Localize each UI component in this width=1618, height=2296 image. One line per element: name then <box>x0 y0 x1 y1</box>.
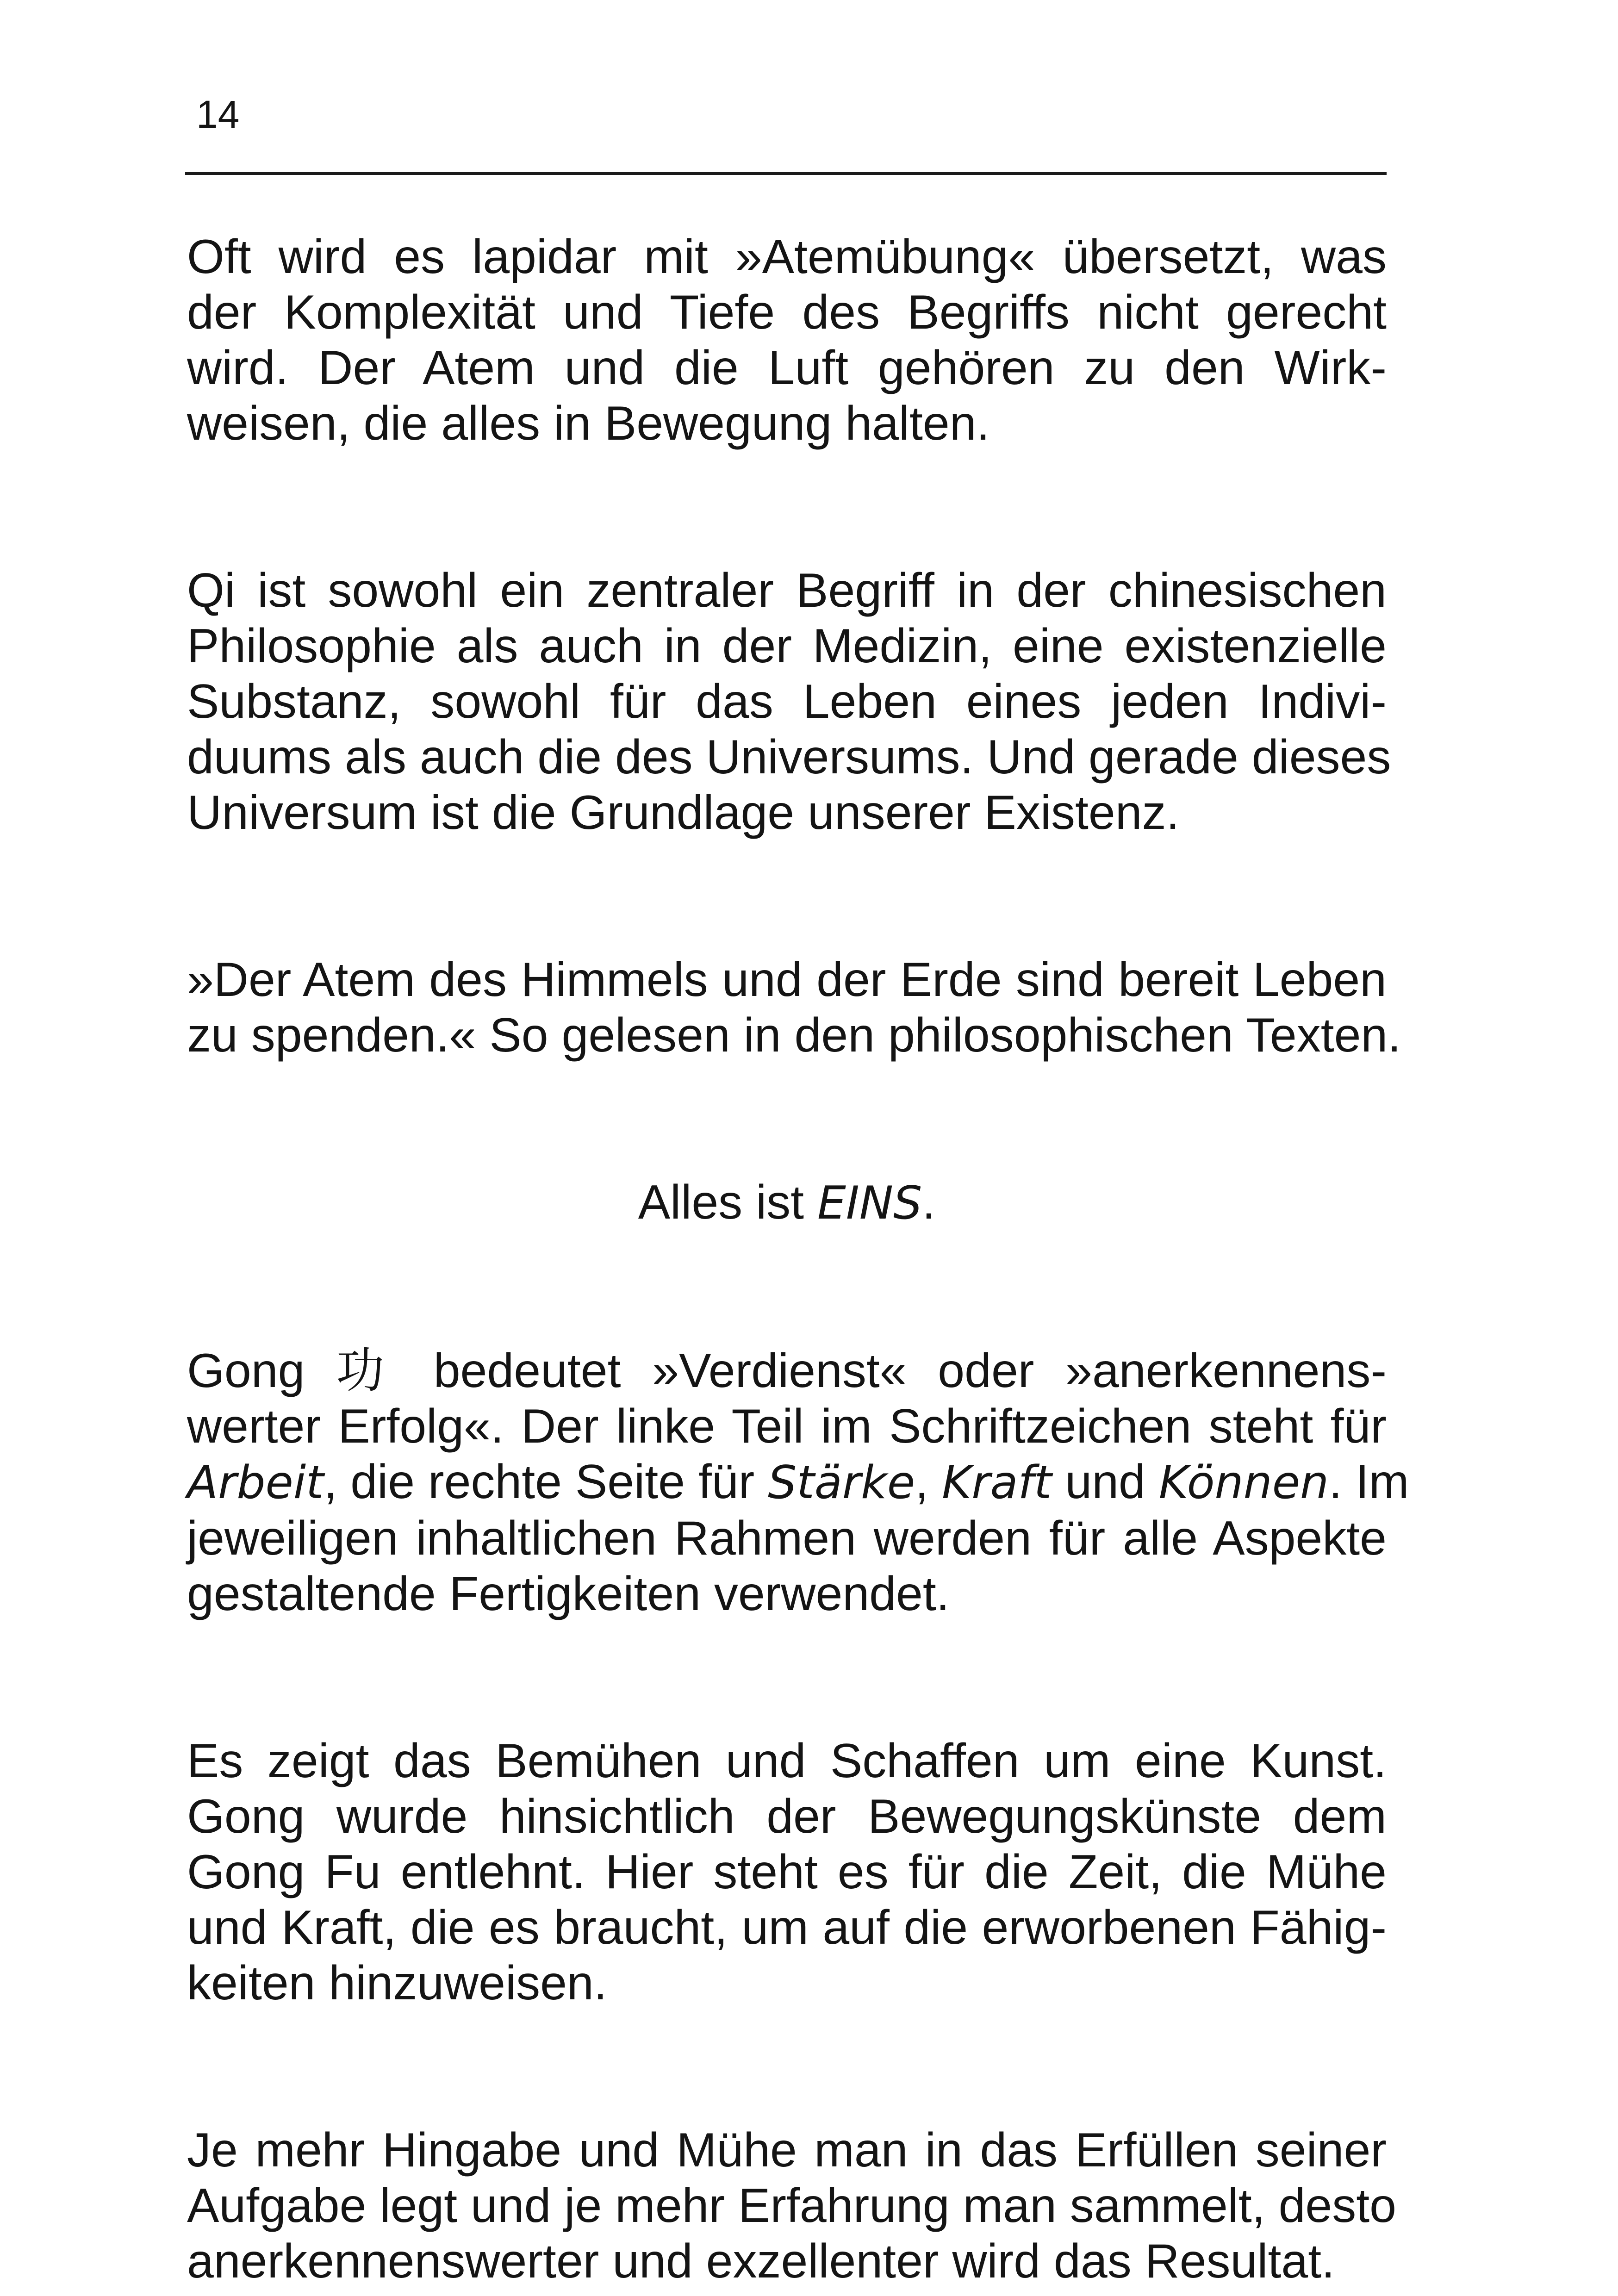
text-line: duums als auch die des Universums. Und gerade dieses <box>187 730 1391 784</box>
emphasis-eins: EINS <box>817 1177 922 1230</box>
text-line: der Komplexität und Tiefe des Begriffs nicht gerecht <box>187 286 1387 339</box>
text-line: Gong wurde hinsichtlich der Bewegungskünste dem <box>187 1790 1387 1843</box>
text-line: jeweiligen inhaltlichen Rahmen werden für alle Aspekte <box>187 1512 1387 1565</box>
text-line: Substanz, sowohl für das Leben eines jeden Indivi- <box>187 675 1387 728</box>
text-line: zu spenden.« So gelesen in den philosophischen Texten. <box>187 1008 1401 1062</box>
centered-statement <box>187 1175 1387 1231</box>
emphasis-kraft: Kraft <box>941 1456 1052 1509</box>
paragraph-atemuebung <box>187 229 1387 451</box>
paragraph-gong <box>187 1342 1409 1622</box>
text-line: »Der Atem des Himmels und der Erde sind bereit Leben <box>187 953 1387 1007</box>
emphasis-arbeit: Arbeit <box>187 1456 324 1509</box>
emphasis-staerke: Stärke <box>768 1456 915 1509</box>
text-run: . Im <box>1329 1455 1409 1509</box>
text-line: wird. Der Atem und die Luft gehören zu den Wirk- <box>187 341 1387 395</box>
text-run: bedeutet »Verdienst« oder »anerkennens- <box>402 1344 1387 1398</box>
text-run: Gong <box>187 1344 336 1398</box>
text-line: werter Erfolg«. Der linke Teil im Schriftzeichen steht für <box>187 1400 1387 1453</box>
text-line <box>187 1454 1409 1511</box>
text-line: und Kraft, die es braucht, um auf die erworbenen Fähig- <box>187 1901 1387 1954</box>
paragraph-hingabe <box>187 2122 1396 2289</box>
text-line: Es zeigt das Bemühen und Schaffen um eine Kunst. <box>187 1734 1387 1788</box>
text-line: anerkennenswerter und exzellenter wird das Resultat. <box>187 2234 1335 2288</box>
text-line: weisen, die alles in Bewegung halten. <box>187 397 990 450</box>
text-line: Aufgabe legt und je mehr Erfahrung man sammelt, desto <box>187 2179 1396 2233</box>
text-line: Universum ist die Grundlage unserer Existenz. <box>187 786 1180 840</box>
text-line: gestaltende Fertigkeiten verwendet. <box>187 1567 950 1621</box>
emphasis-koennen: Können <box>1158 1456 1329 1509</box>
paragraph-qi <box>187 563 1391 840</box>
text-line: Oft wird es lapidar mit »Atemübung« übersetzt, was <box>187 230 1387 284</box>
text-line <box>187 1175 1387 1231</box>
text-line <box>187 1343 1387 1399</box>
page-number: 14 <box>196 93 240 136</box>
text-body <box>187 229 1409 2289</box>
text-line: Qi ist sowohl ein zentraler Begriff in der chinesischen <box>187 564 1387 617</box>
text-line: keiten hinzuweisen. <box>187 1956 607 2010</box>
text-line: Je mehr Hingabe und Mühe man in das Erfüllen seiner <box>187 2123 1387 2177</box>
text-run: , die rechte Seite für <box>324 1455 768 1509</box>
header-rule <box>185 172 1387 175</box>
text-line: Philosophie als auch in der Medizin, eine existenzielle <box>187 619 1387 673</box>
text-run: und <box>1052 1455 1159 1509</box>
centered-text: Alles ist <box>638 1176 817 1229</box>
centered-text-end: . <box>922 1176 936 1229</box>
paragraph-kunst <box>187 1733 1387 2011</box>
gong-character: 功 <box>336 1342 402 1399</box>
text-line: Gong Fu entlehnt. Hier steht es für die Zeit, die Mühe <box>187 1845 1387 1899</box>
paragraph-quote <box>187 952 1401 1063</box>
text-run: , <box>915 1455 942 1509</box>
